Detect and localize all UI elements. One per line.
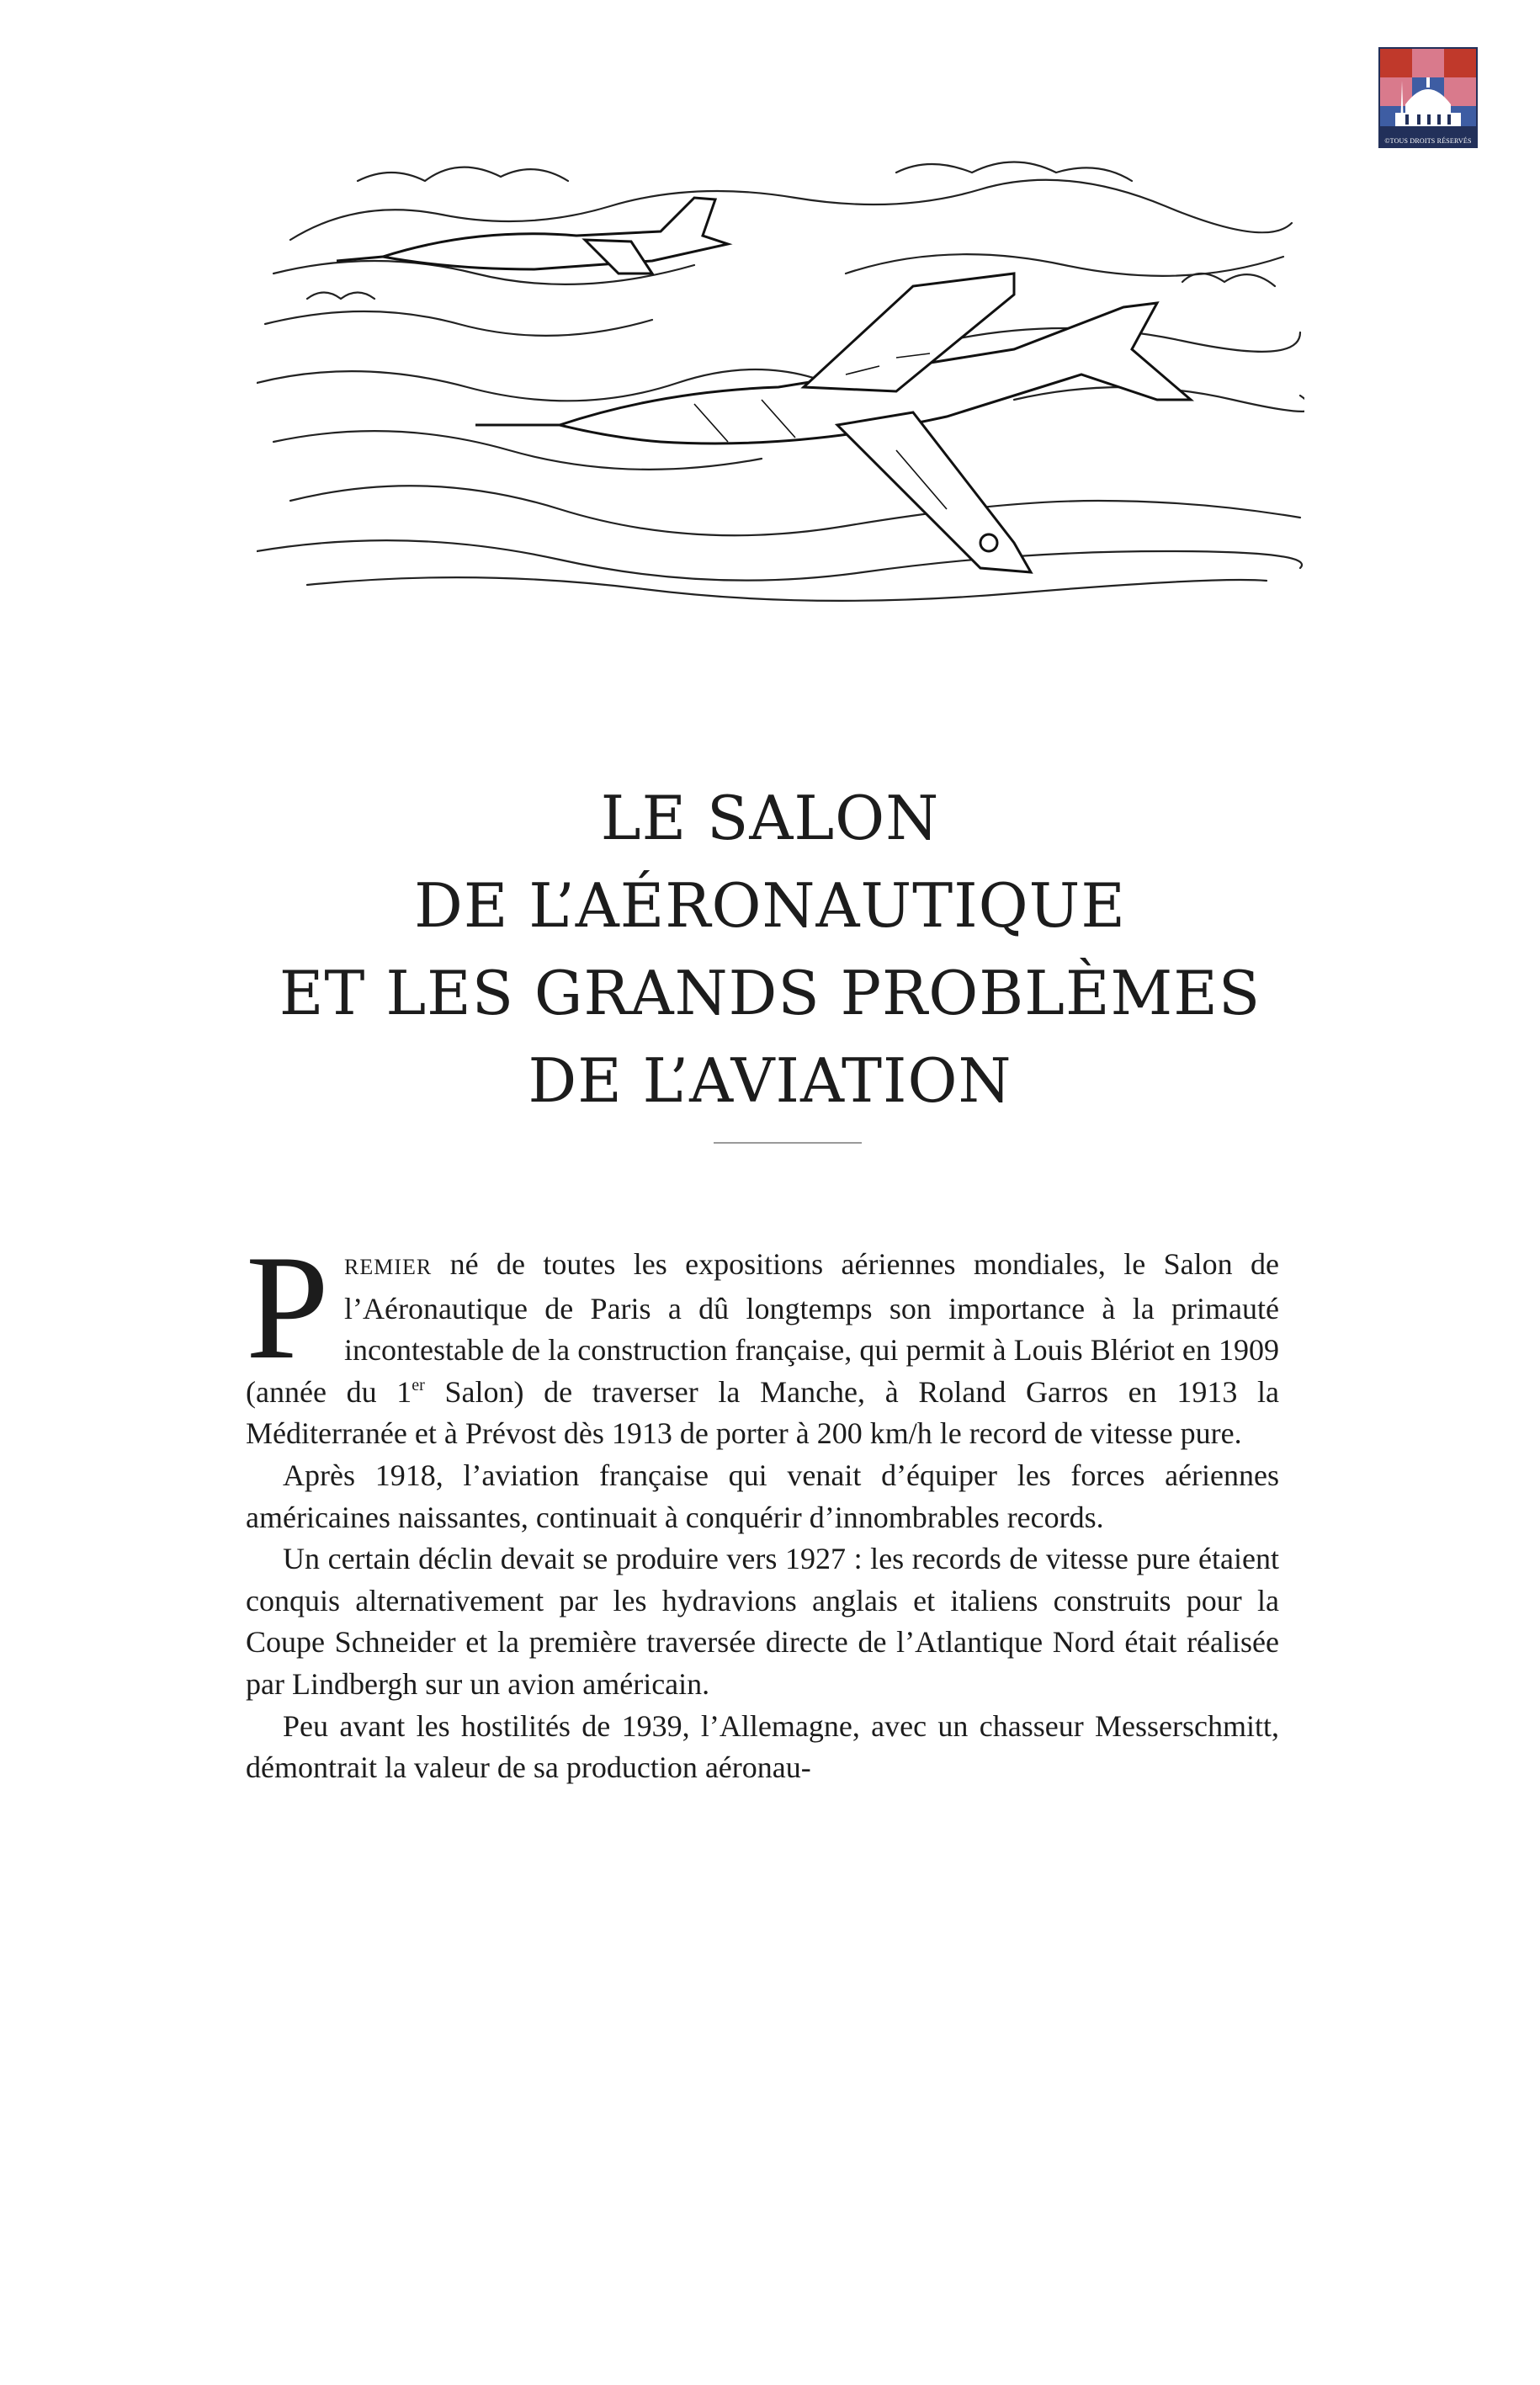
monument-dome-icon <box>1380 49 1476 133</box>
title-line-2: DE L’AÉRONAUTIQUE <box>414 870 1126 941</box>
title-line-4: DE L’AVIATION <box>528 1045 1012 1116</box>
paragraph-3: Un certain déclin devait se produire vers 1927 : les records de vitesse pure étaient conquis alternativement par les hydravions anglais et italiens construits pour la Coupe Schneider et la première traversée directe de l’Atlantique Nord était réalisée par Lindbergh sur un avion américain. <box>246 1542 1279 1701</box>
logo-caption: ©TOUS DROITS RÉSERVÉS <box>1384 137 1472 145</box>
chapter-title <box>168 774 1372 1124</box>
drop-cap: P <box>246 1224 329 1390</box>
ordinal-superscript: er <box>412 1375 425 1394</box>
title-line-3: ET LES GRANDS PROBLÈMES <box>279 958 1261 1028</box>
small-caps-opening: REMIER <box>344 1255 433 1279</box>
article-body <box>246 1224 1279 1789</box>
paragraph-1-text-a: né de toutes les expositions aériennes mondiales, le Salon de l’Aéronautique de Paris a dû longtemps son importance à la primauté incontestable de la construction française, qui permit à Louis Blériot en 1909 (année du 1 <box>246 1247 1279 1409</box>
paragraph-2: Après 1918, l’aviation française qui venait d’équiper les forces aériennes américaines naissantes, continuait à conquérir d’innombrables records. <box>246 1458 1279 1534</box>
jet-aircraft-sketch-icon <box>257 147 1304 606</box>
paragraph-4: Peu avant les hostilités de 1939, l’Allemagne, avec un chasseur Messerschmitt, démontrait la valeur de sa production aéronau- <box>246 1708 1279 1785</box>
paragraph-1-text-b: Salon) de traverser la Manche, à Roland Garros en 1913 la Méditerranée et à Prévost dès 1913 de porter à 200 km/h le record de vitesse pure. <box>246 1374 1279 1451</box>
publisher-logo <box>1378 47 1478 148</box>
paragraph-1 <box>246 1224 1279 1455</box>
title-divider <box>714 1142 862 1144</box>
title-line-1: LE SALON <box>600 783 940 853</box>
